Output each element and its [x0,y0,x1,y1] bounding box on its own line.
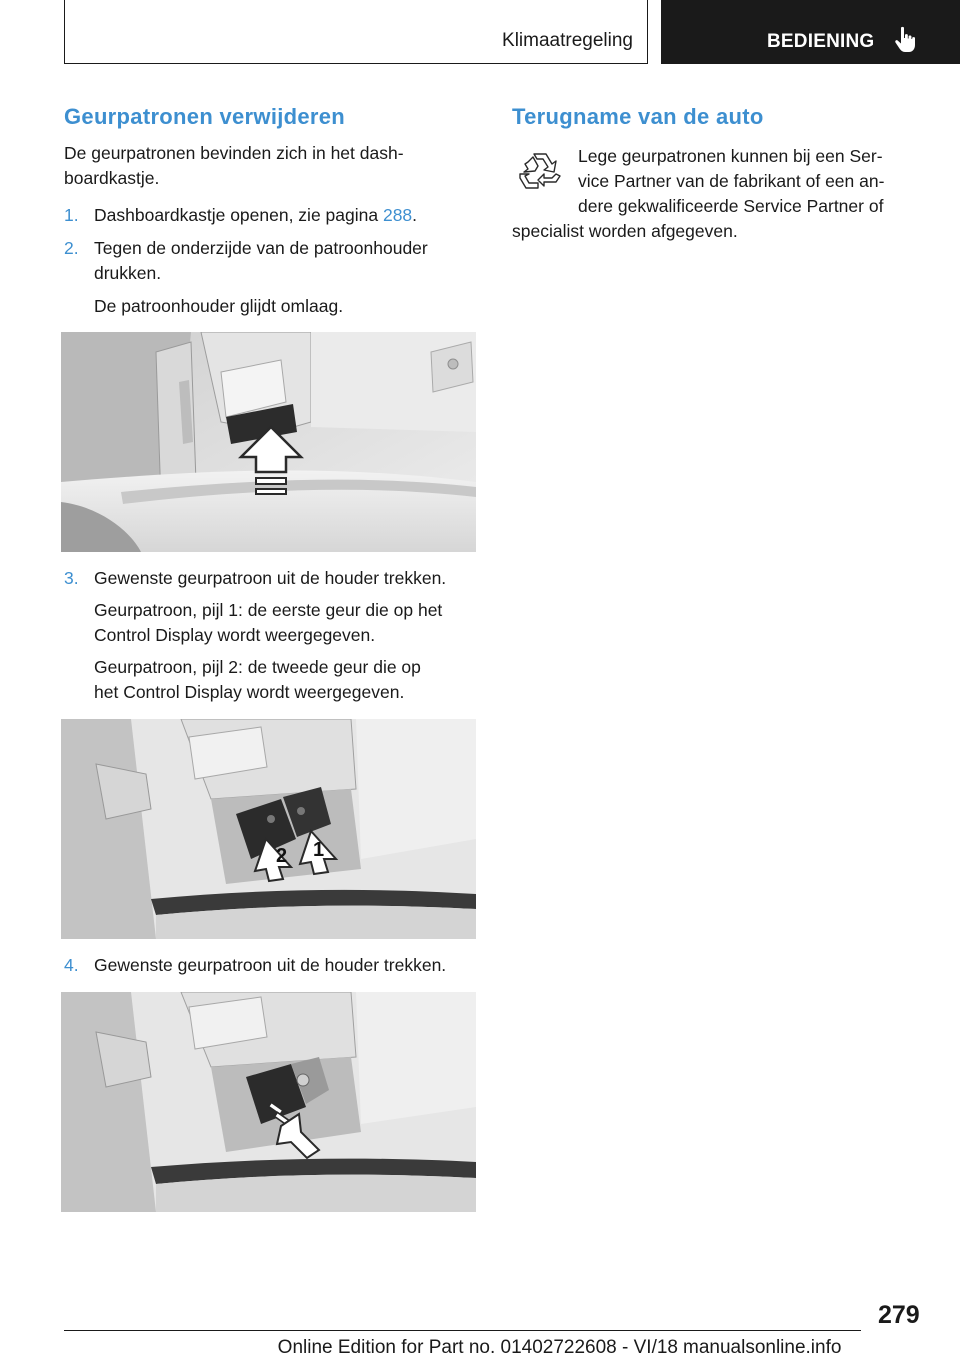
figure-press-holder [61,332,476,552]
header-section-box [64,0,648,64]
intro-line-2: boardkastje. [64,168,160,188]
return-line-1: Lege geurpatronen kunnen bij een Ser- [578,146,883,166]
footer-edition-text: Online Edition for Part no. 01402722608 - VI/18 [277,1337,678,1358]
step-3-text: Gewenste geurpatroon uit de houder trekken. [94,568,447,588]
figure-2-arrow-label-1: 1 [313,839,325,861]
figure-2-arrow-label-2: 2 [276,845,288,867]
step-1-suffix: . [412,205,418,225]
step-2-line-1: Tegen de onderzijde van de patroonhouder [94,238,428,258]
step-4-number: 4. [64,955,79,975]
step-2-line-2: drukken. [94,263,162,283]
step-3-note-1-line-2: Control Display wordt weergegeven. [94,625,376,645]
page-number: 279 [878,1301,920,1329]
intro-line-1: De geurpatronen bevinden zich in het dash- [64,143,404,163]
header-section-title: Klimaatregeling [502,30,633,51]
header-chapter-label: BEDIENING [767,31,875,52]
section-title-return-vehicle: Terugname van de auto [512,104,764,129]
page-reference-link[interactable]: 288 [382,205,413,225]
footer-watermark-text: manualsonline.info [683,1337,842,1358]
figure-cartridges-arrows [61,719,476,939]
return-line-2: vice Partner van de fabrikant of een an- [578,171,885,191]
step-4-text: Gewenste geurpatroon uit de houder trekken. [94,955,447,975]
step-3-number: 3. [64,568,79,588]
section-title-remove-cartridges: Geurpatronen verwijderen [64,104,346,129]
hand-pointer-icon [893,26,919,54]
step-1-text [94,203,417,228]
footer-rule [64,1330,861,1331]
step-2-note: De patroonhouder glijdt omlaag. [94,296,344,316]
step-3-note-2-line-1: Geurpatroon, pijl 2: de tweede geur die op [94,657,421,677]
step-1-label: Dashboardkastje openen, zie pagina [94,205,383,225]
return-line-3: dere gekwalificeerde Service Partner of [578,196,884,216]
step-3-note-1-line-1: Geurpatroon, pijl 1: de eerste geur die op het [94,600,443,620]
header-chapter-tab [661,0,960,64]
step-1-number: 1. [64,205,79,225]
step-3-note-2-line-2: het Control Display wordt weergegeven. [94,682,405,702]
recycle-icon [514,148,566,200]
figure-pull-cartridge [61,992,476,1212]
step-2-number: 2. [64,238,79,258]
return-line-4: specialist worden afgegeven. [512,221,738,241]
